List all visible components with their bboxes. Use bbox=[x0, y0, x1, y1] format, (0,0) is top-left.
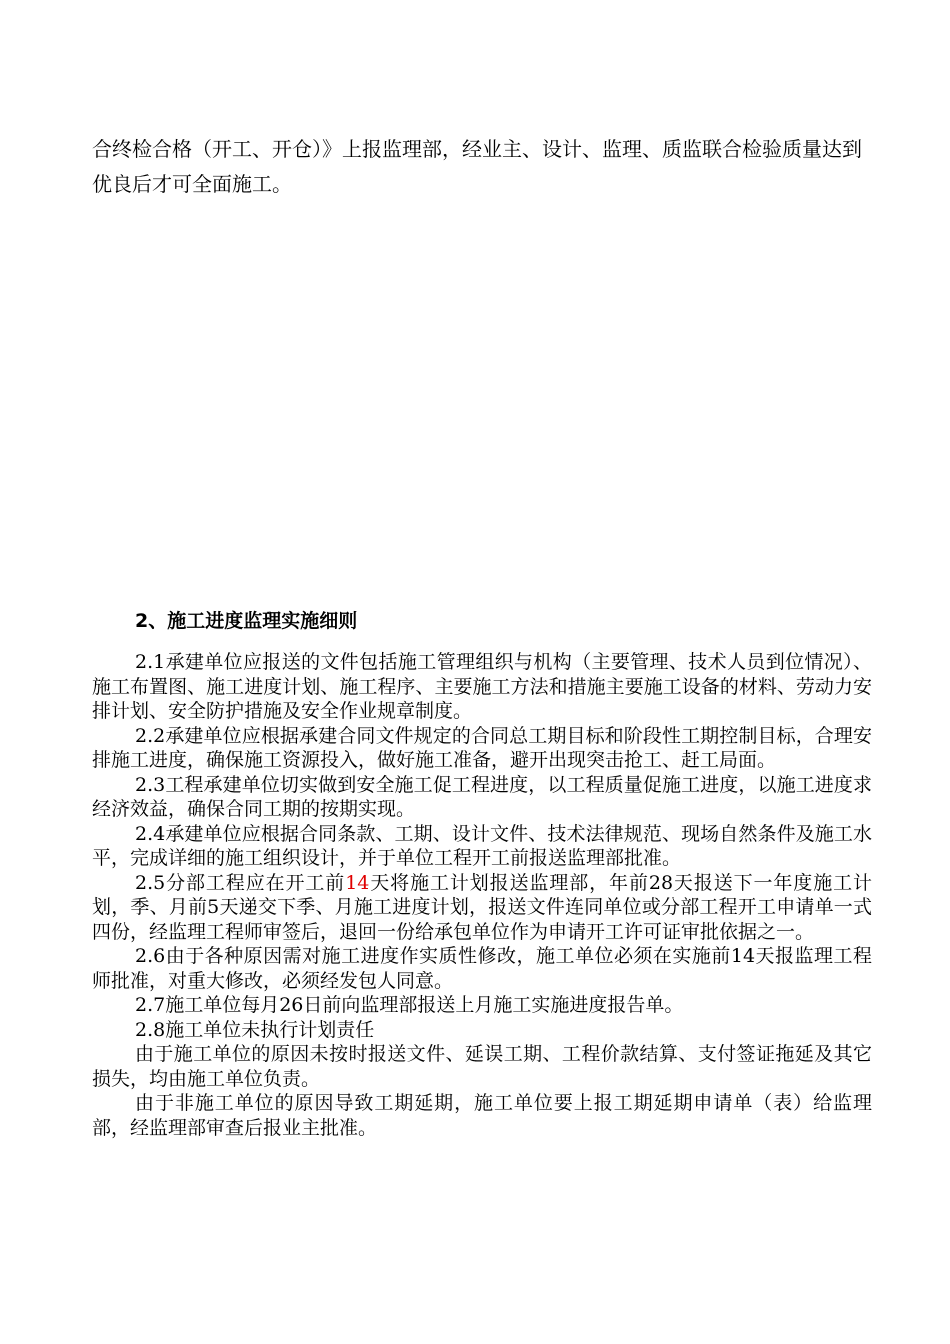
section-heading: 2、施工进度监理实施细则 bbox=[135, 610, 358, 632]
continued-paragraph: 合终检合格（开工、开仓）》上报监理部，经业主、设计、监理、质监联合检验质量达到优良后才可全面施工。 bbox=[92, 137, 862, 196]
paragraph-2-7: 2.7施工单位每月26日前向监理部报送上月施工实施进度报告单。 bbox=[135, 994, 684, 1016]
paragraph-2-3: 2.3工程承建单位切实做到安全施工促工程进度，以工程质量促施工进度，以施工进度求经济效益，确保合同工期的按期实现。 bbox=[92, 773, 872, 820]
highlight-days: 14 bbox=[345, 871, 370, 894]
paragraph-2-5-after: 天将施工计划报送监理部，年前28天报送下一年度施工计划，季、月前5天递交下季、月施工进度计划，报送文件连同单位或分部工程开工申请单一式四份，经监理工程师审签后，退回一份给承包单位作为申请开工许可证审批依据之一。 bbox=[92, 871, 873, 943]
paragraph-2-8: 2.8施工单位未执行计划责任 bbox=[135, 1018, 375, 1041]
paragraph-2-1: 2.1承建单位应报送的文件包括施工管理组织与机构（主要管理、技术人员到位情况）、施工布置图、施工进度计划、施工程序、主要施工方法和措施主要施工设备的材料、劳动力安排计划、安全防护措施及安全作业规章制度。 bbox=[92, 651, 872, 722]
paragraph-2-2: 2.2承建单位应根据承建合同文件规定的合同总工期目标和阶段性工期控制目标，合理安排施工进度，确保施工资源投入，做好施工准备，避开出现突击抢工、赶工局面。 bbox=[92, 724, 872, 771]
paragraph-2-5-before: 2.5分部工程应在开工前 bbox=[135, 871, 346, 894]
section-progress-supervision bbox=[92, 608, 872, 1140]
paragraph-responsibility-contractor: 由于施工单位的原因未按时报送文件、延误工期、工程价款结算、支付签证拖延及其它损失，均由施工单位负责。 bbox=[92, 1043, 872, 1090]
paragraph-2-6: 2.6由于各种原因需对施工进度作实质性修改，施工单位必须在实施前14天报监理工程师批准，对重大修改，必须经发包人同意。 bbox=[92, 945, 872, 992]
paragraph-2-5 bbox=[92, 871, 872, 945]
paragraph-2-4: 2.4承建单位应根据合同条款、工期、设计文件、技术法律规范、现场自然条件及施工水平，完成详细的施工组织设计，并于单位工程开工前报送监理部批准。 bbox=[92, 822, 872, 869]
paragraph-responsibility-non-contractor: 由于非施工单位的原因导致工期延期，施工单位要上报工期延期申请单（表）给监理部，经监理部审查后报业主批准。 bbox=[92, 1092, 872, 1139]
